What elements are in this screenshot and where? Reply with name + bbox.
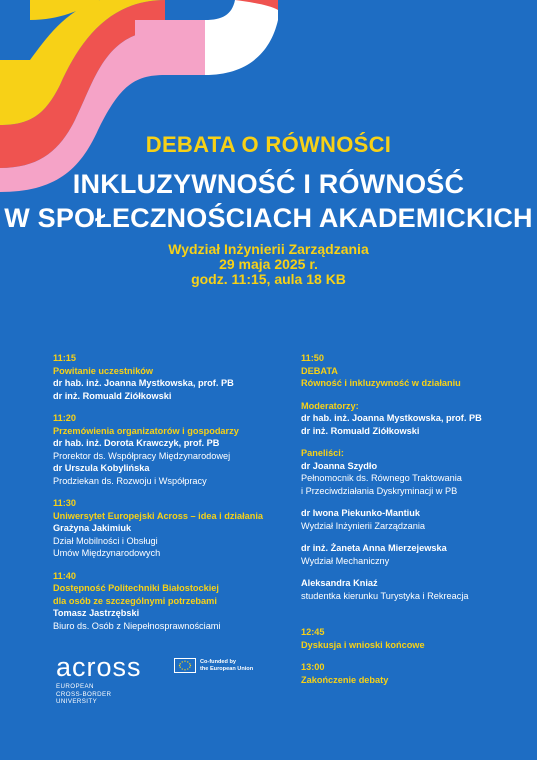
panelist-name: dr inż. Żaneta Anna Mierzejewska	[301, 543, 447, 553]
agenda-left-column	[53, 352, 283, 642]
agenda-role: Prorektor ds. Współpracy Międzynarodowej	[53, 450, 231, 461]
moderators-block	[301, 400, 521, 438]
agenda-role: Umów Międzynarodowych	[53, 548, 161, 558]
agenda-time: 11:15	[53, 353, 76, 363]
panelists-block	[301, 447, 521, 602]
agenda-time: 11:20	[53, 413, 76, 423]
agenda-person: dr hab. inż. Joanna Mystkowska, prof. PB	[53, 378, 234, 388]
agenda-title: dla osób ze szczególnymi potrzebami	[53, 595, 217, 606]
agenda-item	[53, 497, 283, 560]
eu-text-line: Co-funded by	[200, 658, 237, 665]
across-subtitle-line: EUROPEAN	[56, 683, 94, 690]
moderators-heading: Moderatorzy:	[301, 400, 359, 411]
eu-text-line: the European Union	[200, 665, 254, 672]
event-title-line2: W SPOŁECZNOŚCIACH AKADEMICKICH	[4, 203, 533, 233]
agenda-role: Prodziekan ds. Rozwoju i Współpracy	[53, 475, 207, 486]
header	[0, 132, 537, 287]
debate-block	[301, 352, 521, 390]
event-date: 29 maja 2025 r.	[219, 256, 318, 272]
agenda-time: 12:45	[301, 627, 325, 637]
event-kicker: DEBATA O RÓWNOŚCI	[145, 132, 392, 157]
agenda-title: Przemówienia organizatorów i gospodarzy	[53, 425, 239, 436]
moderator-person: dr hab. inż. Joanna Mystkowska, prof. PB	[301, 413, 482, 423]
panelist-role: i Przeciwdziałania Dyskryminacji w PB	[301, 485, 458, 496]
agenda-item	[53, 412, 283, 487]
eu-flag-icon	[174, 658, 196, 673]
agenda-item	[53, 352, 283, 402]
deco-pink-block	[135, 20, 205, 75]
event-title-line1: INKLUZYWNOŚĆ I RÓWNOŚĆ	[72, 169, 465, 199]
agenda-time: 11:50	[301, 353, 324, 363]
panelist-name: dr Iwona Piekunko-Mantiuk	[301, 508, 420, 518]
agenda-time: 11:40	[53, 570, 76, 581]
panelists-heading: Paneliści:	[301, 448, 344, 458]
closing-block	[301, 661, 521, 686]
agenda-time: 13:00	[301, 662, 325, 672]
panelist-name: Aleksandra Kniaź	[301, 578, 378, 588]
agenda-title: Dostępność Politechniki Białostockiej	[53, 583, 219, 593]
across-subtitle-line: CROSS-BORDER	[56, 690, 112, 698]
agenda-person: dr Urszula Kobylińska	[53, 463, 150, 473]
agenda-item	[53, 570, 283, 633]
across-wordmark: across	[56, 652, 142, 682]
agenda-role: Biuro ds. Osób z Niepełnosprawnościami	[53, 620, 221, 631]
eu-cofunded-text	[200, 659, 253, 673]
event-faculty: Wydział Inżynierii Zarządzania	[168, 241, 369, 257]
across-subtitle-line: UNIVERSITY	[56, 698, 98, 705]
deco-white-band	[205, 0, 278, 75]
eu-cofunded-logo	[174, 658, 253, 673]
event-time-place: godz. 11:15, aula 18 KB	[191, 271, 346, 287]
agenda-right-column	[301, 352, 521, 686]
across-subtitle	[56, 683, 166, 706]
agenda-time: 11:30	[53, 498, 76, 508]
across-logo	[56, 653, 166, 706]
panelist-role: Wydział Mechaniczny	[301, 555, 390, 566]
agenda-person: Tomasz Jastrzębski	[53, 608, 140, 618]
panelist-role: Wydział Inżynierii Zarządzania	[301, 520, 425, 531]
debate-label: DEBATA	[301, 365, 338, 376]
agenda-person: dr hab. inż. Dorota Krawczyk, prof. PB	[53, 438, 220, 448]
panelist-role: Pełnomocnik ds. Równego Traktowania	[301, 473, 462, 483]
agenda-person: dr inż. Romuald Ziółkowski	[53, 390, 172, 401]
discussion-block	[301, 626, 521, 651]
agenda-role: Dział Mobilności i Obsługi	[53, 535, 158, 546]
panelist-role: studentka kierunku Turystyka i Rekreacja	[301, 590, 469, 601]
agenda-title: Powitanie uczestników	[53, 365, 154, 376]
debate-topic: Równość i inkluzywność w działaniu	[301, 378, 461, 388]
agenda-person: Grażyna Jakimiuk	[53, 523, 132, 533]
agenda-title: Dyskusja i wnioski końcowe	[301, 639, 425, 650]
agenda-title: Zakończenie debaty	[301, 674, 389, 685]
agenda-title: Uniwersytet Europejski Across – idea i działania	[53, 510, 264, 521]
event-meta	[0, 242, 537, 287]
panelist-name: dr Joanna Szydło	[301, 460, 378, 471]
moderator-person: dr inż. Romuald Ziółkowski	[301, 425, 420, 436]
